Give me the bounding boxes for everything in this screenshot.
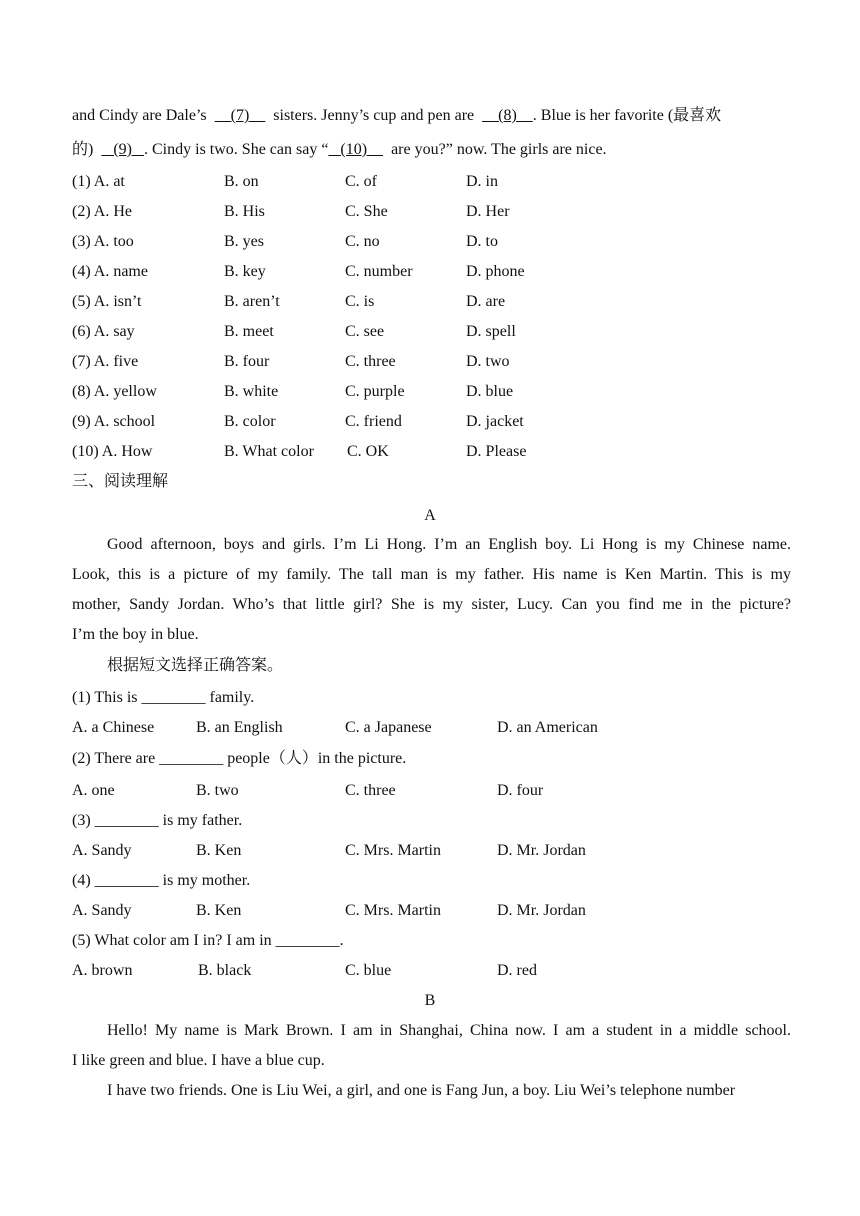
- reading-question: (5) What color am I in? I am in ________.: [72, 932, 344, 949]
- passage-a-line: mother, Sandy Jordan. Who’s that little girl? She is my sister, Lucy. Can you find me in the picture?: [72, 596, 791, 613]
- cloze-option: B. aren’t: [224, 293, 280, 310]
- cloze-option: D. in: [466, 173, 498, 190]
- cloze-question-option-a: (10) A. How: [72, 443, 153, 460]
- reading-question: (1) This is ________ family.: [72, 689, 255, 706]
- cloze-option: D. two: [466, 353, 510, 370]
- cloze-option: C. OK: [347, 443, 389, 460]
- cloze-option: D. blue: [466, 383, 514, 400]
- reading-question: (3) ________ is my father.: [72, 812, 243, 829]
- cloze-option: C. She: [345, 203, 388, 220]
- cloze-option: B. yes: [224, 233, 264, 250]
- reading-option: A. one: [72, 782, 115, 799]
- cloze-option: B. four: [224, 353, 270, 370]
- cloze-option: C. number: [345, 263, 413, 280]
- reading-option: C. three: [345, 782, 396, 799]
- cloze-option: B. key: [224, 263, 266, 280]
- cloze-option: D. to: [466, 233, 498, 250]
- reading-option: B. Ken: [196, 842, 242, 859]
- cloze-option: D. spell: [466, 323, 516, 340]
- blank-9: (9): [113, 141, 132, 158]
- reading-option: D. Mr. Jordan: [497, 842, 586, 859]
- cloze-option: D. Please: [466, 443, 527, 460]
- passage-a-line: I’m the boy in blue.: [72, 626, 199, 643]
- cloze-option: D. are: [466, 293, 506, 310]
- cloze-option: B. color: [224, 413, 276, 430]
- cloze-text: sisters. Jenny’s cup and pen are: [273, 107, 475, 124]
- reading-question: (4) ________ is my mother.: [72, 872, 251, 889]
- cloze-option: B. on: [224, 173, 259, 190]
- cloze-text: . Blue is her favorite (最喜欢: [532, 107, 722, 124]
- passage-a-line: Look, this is a picture of my family. The tall man is my father. His name is Ken Martin. This is my: [72, 566, 791, 583]
- reading-option: B. two: [196, 782, 239, 799]
- cloze-option: D. Her: [466, 203, 510, 220]
- cloze-question-option-a: (8) A. yellow: [72, 383, 157, 400]
- reading-option: A. a Chinese: [72, 719, 155, 736]
- passage-a-label: A: [424, 507, 436, 524]
- reading-option: A. Sandy: [72, 902, 132, 919]
- cloze-text: are you?” now. The girls are nice.: [391, 141, 607, 158]
- reading-option: B. black: [198, 962, 252, 979]
- blank-10: (10): [340, 141, 368, 158]
- reading-option: B. an English: [196, 719, 283, 736]
- cloze-option: C. three: [345, 353, 396, 370]
- passage-a-line: Good afternoon, boys and girls. I’m Li Hong. I’m an English boy. Li Hong is my Chinese name.: [107, 536, 791, 553]
- reading-option: A. brown: [72, 962, 133, 979]
- cloze-option: B. white: [224, 383, 279, 400]
- cloze-text: . Cindy is two. She can say “: [144, 141, 329, 158]
- cloze-text: and Cindy are Dale’s: [72, 107, 207, 124]
- cloze-question-option-a: (5) A. isn’t: [72, 293, 142, 310]
- cloze-option: C. of: [345, 173, 377, 190]
- cloze-option: D. phone: [466, 263, 525, 280]
- cloze-option: C. no: [345, 233, 380, 250]
- blank-7: (7): [230, 107, 250, 124]
- cloze-text-line-2: [72, 140, 607, 160]
- cloze-question-option-a: (1) A. at: [72, 173, 125, 190]
- cloze-question-option-a: (6) A. say: [72, 323, 135, 340]
- passage-b-line: I like green and blue. I have a blue cup.: [72, 1052, 325, 1069]
- cloze-question-option-a: (4) A. name: [72, 263, 148, 280]
- cloze-option: C. see: [345, 323, 385, 340]
- reading-question: (2) There are ________ people（人）in the picture.: [72, 750, 407, 767]
- cloze-option: C. is: [345, 293, 375, 310]
- instruction: 根据短文选择正确答案。: [107, 657, 284, 674]
- cloze-option: D. jacket: [466, 413, 524, 430]
- cloze-question-option-a: (3) A. too: [72, 233, 134, 250]
- passage-b-line: Hello! My name is Mark Brown. I am in Shanghai, China now. I am a student in a middle school.: [107, 1022, 791, 1039]
- cloze-option: C. friend: [345, 413, 402, 430]
- cloze-option: B. His: [224, 203, 265, 220]
- passage-b-label: B: [424, 992, 436, 1009]
- cloze-option: B. meet: [224, 323, 274, 340]
- reading-option: C. Mrs. Martin: [345, 842, 441, 859]
- section-title: 三、阅读理解: [72, 473, 169, 490]
- reading-option: D. four: [497, 782, 544, 799]
- cloze-option: B. What color: [224, 443, 314, 460]
- cloze-text-line-1: [72, 106, 791, 126]
- reading-option: D. red: [497, 962, 537, 979]
- reading-option: A. Sandy: [72, 842, 132, 859]
- reading-option: B. Ken: [196, 902, 242, 919]
- passage-b-line: I have two friends. One is Liu Wei, a girl, and one is Fang Jun, a boy. Liu Wei’s telephone number: [107, 1082, 736, 1099]
- reading-option: D. an American: [497, 719, 598, 736]
- reading-option: C. a Japanese: [345, 719, 432, 736]
- cloze-question-option-a: (9) A. school: [72, 413, 156, 430]
- blank-8: (8): [498, 107, 517, 124]
- cloze-question-option-a: (7) A. five: [72, 353, 139, 370]
- cloze-option: C. purple: [345, 383, 405, 400]
- cloze-question-option-a: (2) A. He: [72, 203, 132, 220]
- reading-option: C. Mrs. Martin: [345, 902, 441, 919]
- reading-option: C. blue: [345, 962, 392, 979]
- cloze-text: 的): [72, 141, 94, 158]
- reading-option: D. Mr. Jordan: [497, 902, 586, 919]
